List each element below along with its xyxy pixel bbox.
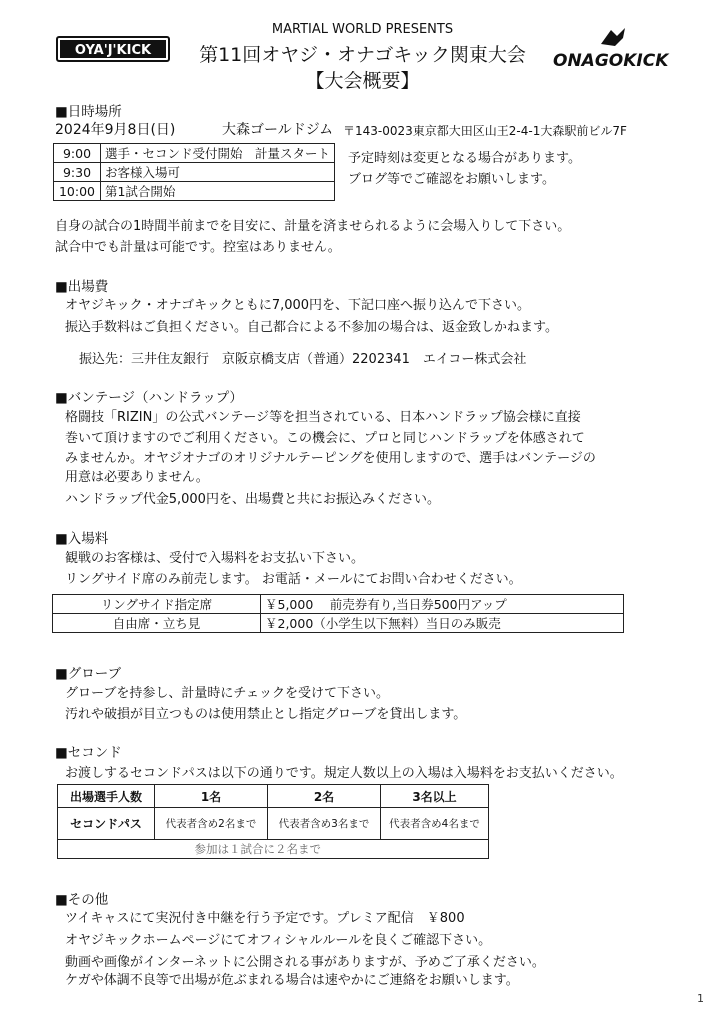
bank-account: 振込先：三井住友銀行 京阪京橋支店（普通）2202341 エイコー株式会社 (79, 352, 527, 367)
event-date: 2024年9月8日(日) (55, 122, 176, 138)
fee-heading: ■出場費 (55, 279, 109, 295)
seat-type: 自由席・立ち見 (53, 614, 261, 633)
event-venue: 大森ゴールドジム (222, 122, 334, 138)
onago-logo-text: ONAGOKICK (553, 51, 669, 70)
column-header: 出場選手人数 (58, 785, 155, 808)
admission-heading: ■入場料 (55, 531, 109, 547)
fighter-silhouette-icon (601, 28, 625, 46)
table-row (58, 808, 489, 840)
glove-heading: ■グローブ (55, 666, 122, 682)
page-number: 1 (697, 992, 704, 1005)
admission-line-2: リングサイド席のみ前売します。 お電話・メールにてお問い合わせください。 (65, 572, 522, 587)
table-row (53, 614, 624, 633)
bandage-line-2: 巻いて頂けますのでご利用ください。この機会に、プロと同じハンドラップを体感されて (65, 431, 585, 446)
fee-line-2: 振込手数料はご負担ください。自己都合による不参加の場合は、返金致しかねます。 (65, 320, 558, 335)
table-row (58, 840, 489, 859)
second-heading: ■セコンド (55, 745, 122, 761)
glove-line-1: グローブを持参し、計量時にチェックを受けて下さい。 (65, 686, 389, 701)
event-address: 〒143-0023東京都大田区山王2-4-1大森駅前ビル7F (343, 124, 627, 138)
schedule-time: 9:30 (54, 163, 101, 182)
oyaji-logo-text: OYA'J'KICK (74, 43, 152, 58)
bandage-line-5: ハンドラップ代金5,000円を、出場費と共にお振込みください。 (65, 492, 440, 507)
page-subtitle: 【大会概要】 (305, 70, 420, 92)
seat-type: リングサイド指定席 (53, 595, 261, 614)
other-line-1: ツイキャスにて実況付き中継を行う予定です。プレミア配信 ￥800 (65, 911, 465, 926)
schedule-event: 選手・セコンド受付開始 計量スタート (100, 144, 334, 163)
schedule-event: お客様入場可 (100, 163, 334, 182)
other-line-2: オヤジキックホームページにてオフィシャルルールを良くご確認下さい。 (65, 933, 492, 948)
second-table-footer: 参加は１試合に２名まで (155, 840, 489, 859)
bandage-line-4: 用意は必要ありません。 (65, 470, 209, 485)
schedule-table (53, 143, 335, 201)
second-pass-count: 代表者含め3名まで (268, 808, 381, 840)
schedule-time: 10:00 (54, 182, 101, 201)
second-table (57, 784, 489, 859)
schedule-line-2: 試合中でも計量は可能です。控室はありません。 (55, 240, 341, 255)
table-row (54, 144, 335, 163)
onago-kick-logo (553, 26, 683, 70)
column-header: 2名 (268, 785, 381, 808)
table-row (54, 163, 335, 182)
other-line-3: 動画や画像がインターネットに公開される事がありますが、予めご了承ください。 (65, 955, 545, 970)
schedule-heading: ■日時場所 (55, 104, 122, 120)
other-heading: ■その他 (55, 892, 109, 908)
glove-line-2: 汚れや破損が目立つものは使用禁止とし指定グローブを貸出します。 (65, 707, 467, 722)
schedule-time: 9:00 (54, 144, 101, 163)
column-header: 1名 (155, 785, 268, 808)
table-row (54, 182, 335, 201)
second-line-1: お渡しするセコンドパスは以下の通りです。規定人数以上の入場は入場料をお支払いください。 (65, 766, 623, 781)
bandage-line-1: 格闘技「RIZIN」の公式バンテージ等を担当されている、日本ハンドラップ協会様に直接 (65, 410, 581, 425)
second-pass-count: 代表者含め4名まで (381, 808, 489, 840)
bandage-line-3: みませんか。オヤジオナゴのオリジナルテーピングを使用しますので、選手はバンテージの (65, 451, 596, 466)
schedule-line-1: 自身の試合の1時間半前までを目安に、計量を済ませられるように会場入りして下さい。 (55, 219, 571, 234)
seat-price: ￥2,000（小学生以下無料）当日のみ販売 (261, 614, 624, 633)
second-pass-count: 代表者含め2名まで (155, 808, 268, 840)
admission-line-1: 観戦のお客様は、受付で入場料をお支払い下さい。 (65, 551, 365, 566)
admission-table (52, 594, 624, 633)
bandage-heading: ■バンテージ（ハンドラップ） (55, 390, 243, 406)
table-row (53, 595, 624, 614)
schedule-event: 第1試合開始 (100, 182, 334, 201)
presents-line: MARTIAL WORLD PRESENTS (271, 22, 454, 37)
column-header: 3名以上 (381, 785, 489, 808)
table-row (58, 785, 489, 808)
fee-line-1: オヤジキック・オナゴキックともに7,000円を、下記口座へ振り込んで下さい。 (65, 298, 531, 313)
other-line-4: ケガや体調不良等で出場が危ぶまれる場合は速やかにご連絡をお願いします。 (65, 973, 519, 988)
schedule-note-1: 予定時刻は変更となる場合があります。 (348, 151, 581, 166)
row-label: セコンドパス (58, 808, 155, 840)
seat-price: ￥5,000 前売券有り,当日券500円アップ (261, 595, 624, 614)
schedule-note-2: ブログ等でご確認をお願いします。 (348, 172, 555, 187)
page-title: 第11回オヤジ・オナゴキック関東大会 (199, 44, 526, 66)
